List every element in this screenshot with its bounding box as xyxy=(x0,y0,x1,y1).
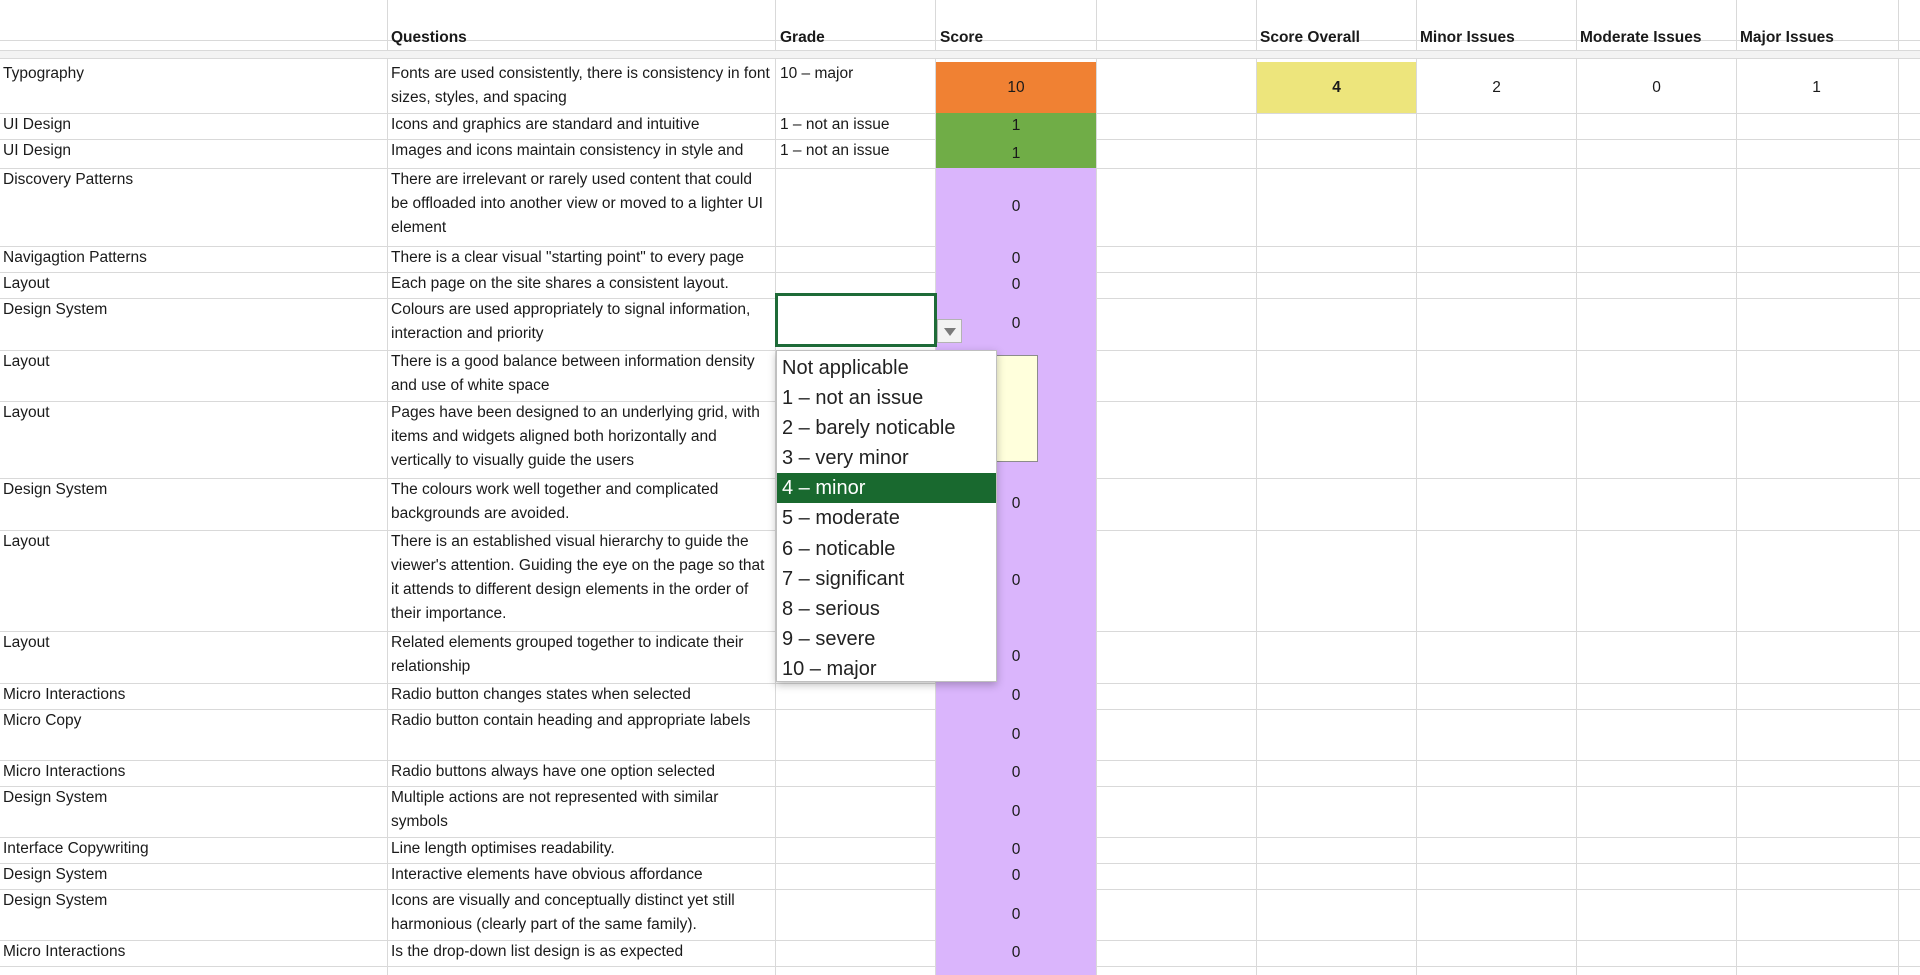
header-moderate-issues[interactable]: Moderate Issues xyxy=(1580,29,1702,46)
dropdown-option[interactable]: 8 – serious xyxy=(782,597,880,620)
header-score[interactable]: Score xyxy=(940,29,984,46)
question-cell[interactable]: Images and icons maintain consistency in style and xyxy=(391,142,744,159)
grade-cell[interactable]: 1 – not an issue xyxy=(780,142,890,159)
dropdown-option[interactable]: 2 – barely noticable xyxy=(782,417,956,440)
score-cell[interactable]: 0 xyxy=(1011,687,1021,704)
score-cell[interactable]: 0 xyxy=(1011,198,1021,215)
grade-dropdown-list[interactable] xyxy=(776,350,997,682)
question-cell[interactable]: There is a good balance between information density and use of white space xyxy=(391,353,755,394)
category-cell[interactable]: Design System xyxy=(3,866,108,883)
category-cell[interactable]: Design System xyxy=(3,789,108,806)
question-cell[interactable]: Related elements grouped together to indicate their relationship xyxy=(391,634,744,675)
score-cell[interactable]: 10 xyxy=(1007,79,1025,96)
dropdown-option[interactable]: 4 – minor xyxy=(777,473,996,503)
question-cell[interactable]: Each page on the site shares a consistent layout. xyxy=(391,275,729,292)
header-major-issues[interactable]: Major Issues xyxy=(1740,29,1834,46)
category-cell[interactable]: UI Design xyxy=(3,116,72,133)
category-cell[interactable]: Typography xyxy=(3,65,84,82)
category-cell[interactable]: UI Design xyxy=(3,142,72,159)
category-cell[interactable]: Layout xyxy=(3,275,50,292)
category-cell[interactable]: Discovery Patterns xyxy=(3,171,134,188)
minor-issues-value[interactable]: 2 xyxy=(1492,79,1501,96)
dropdown-option[interactable]: 10 – major xyxy=(782,657,877,680)
dropdown-option[interactable]: 7 – significant xyxy=(782,567,905,590)
question-cell[interactable]: Icons are visually and conceptually distinct yet still harmonious (clearly part of the same family). xyxy=(391,892,735,933)
dropdown-option[interactable]: Not applicable xyxy=(782,357,909,379)
category-cell[interactable]: Layout xyxy=(3,634,50,651)
grade-cell[interactable]: 1 – not an issue xyxy=(780,116,890,133)
question-cell[interactable]: There is a clear visual "starting point" to every page xyxy=(391,249,745,266)
category-cell[interactable]: Micro Interactions xyxy=(3,763,126,780)
category-cell[interactable]: Layout xyxy=(3,533,50,550)
question-cell[interactable]: Is the drop-down list design is as expected xyxy=(391,943,684,960)
question-cell[interactable]: Radio button changes states when selected xyxy=(391,686,691,703)
category-cell[interactable]: Micro Interactions xyxy=(3,943,126,960)
category-cell[interactable]: Layout xyxy=(3,404,50,421)
category-cell[interactable]: Interface Copywriting xyxy=(3,840,149,857)
question-cell[interactable]: There is an established visual hierarchy to guide the viewer's attention. Guiding the eye on the page so that it attends to different design elements in the order of their importance. xyxy=(391,533,765,622)
question-cell[interactable]: Line length optimises readability. xyxy=(391,840,615,857)
score-cell[interactable]: 0 xyxy=(1011,803,1021,820)
question-cell[interactable]: Multiple actions are not represented with similar symbols xyxy=(391,789,719,830)
dropdown-option[interactable]: 6 – noticable xyxy=(782,537,896,560)
moderate-issues-value[interactable]: 0 xyxy=(1652,79,1661,96)
dropdown-option[interactable]: 5 – moderate xyxy=(782,507,900,530)
question-cell[interactable]: Interactive elements have obvious affordance xyxy=(391,866,703,883)
question-cell[interactable]: Fonts are used consistently, there is consistency in font sizes, styles, and spacing xyxy=(391,65,770,106)
category-cell[interactable]: Design System xyxy=(3,481,108,498)
score-cell[interactable]: 1 xyxy=(1011,145,1021,162)
category-cell[interactable]: Design System xyxy=(3,301,108,318)
dropdown-option[interactable]: 3 – very minor xyxy=(782,447,909,470)
question-cell[interactable]: Radio button contain heading and appropriate labels xyxy=(391,712,751,729)
question-cell[interactable]: Pages have been designed to an underlying grid, with items and widgets aligned both horizontally and vertically to visually guide the users xyxy=(391,404,760,469)
category-cell[interactable]: Layout xyxy=(3,353,50,370)
header-score-overall[interactable]: Score Overall xyxy=(1260,29,1360,46)
question-cell[interactable]: Radio buttons always have one option selected xyxy=(391,763,715,780)
score-cell[interactable]: 0 xyxy=(1011,250,1021,267)
question-cell[interactable]: Colours are used appropriately to signal information, interaction and priority xyxy=(391,301,751,342)
active-grade-cell[interactable] xyxy=(775,293,937,347)
grade-cell[interactable]: 10 – major xyxy=(780,65,854,82)
score-cell[interactable]: 0 xyxy=(1011,315,1021,332)
major-issues-value[interactable]: 1 xyxy=(1812,79,1821,96)
score-overall-value[interactable]: 4 xyxy=(1332,79,1341,96)
header-grade[interactable]: Grade xyxy=(780,29,825,46)
score-cell[interactable]: 0 xyxy=(1011,276,1021,293)
score-cell[interactable]: 0 xyxy=(1011,764,1021,781)
score-cell[interactable]: 1 xyxy=(1011,117,1021,134)
question-cell[interactable]: The colours work well together and complicated backgrounds are avoided. xyxy=(391,481,719,522)
dropdown-arrow-icon[interactable] xyxy=(937,319,962,343)
question-cell[interactable]: There are irrelevant or rarely used content that could be offloaded into another view or moved to a lighter UI element xyxy=(391,171,763,236)
category-cell[interactable]: Navigagtion Patterns xyxy=(3,249,147,266)
score-cell[interactable]: 0 xyxy=(1011,648,1021,665)
category-cell[interactable]: Micro Copy xyxy=(3,712,82,729)
score-cell[interactable]: 0 xyxy=(1011,726,1021,743)
dropdown-option[interactable]: 1 – not an issue xyxy=(782,387,924,410)
header-questions[interactable]: Questions xyxy=(391,29,467,46)
category-cell[interactable]: Design System xyxy=(3,892,108,909)
question-cell[interactable]: Icons and graphics are standard and intuitive xyxy=(391,116,700,133)
score-cell[interactable]: 0 xyxy=(1011,841,1021,858)
score-cell[interactable]: 0 xyxy=(1011,944,1021,961)
score-cell[interactable]: 0 xyxy=(1011,572,1021,589)
score-cell[interactable]: 0 xyxy=(1011,495,1021,512)
category-cell[interactable]: Micro Interactions xyxy=(3,686,126,703)
score-cell[interactable]: 0 xyxy=(1011,906,1021,923)
score-cell[interactable]: 0 xyxy=(1011,867,1021,884)
dropdown-option[interactable]: 9 – severe xyxy=(782,627,876,650)
header-minor-issues[interactable]: Minor Issues xyxy=(1420,29,1515,46)
